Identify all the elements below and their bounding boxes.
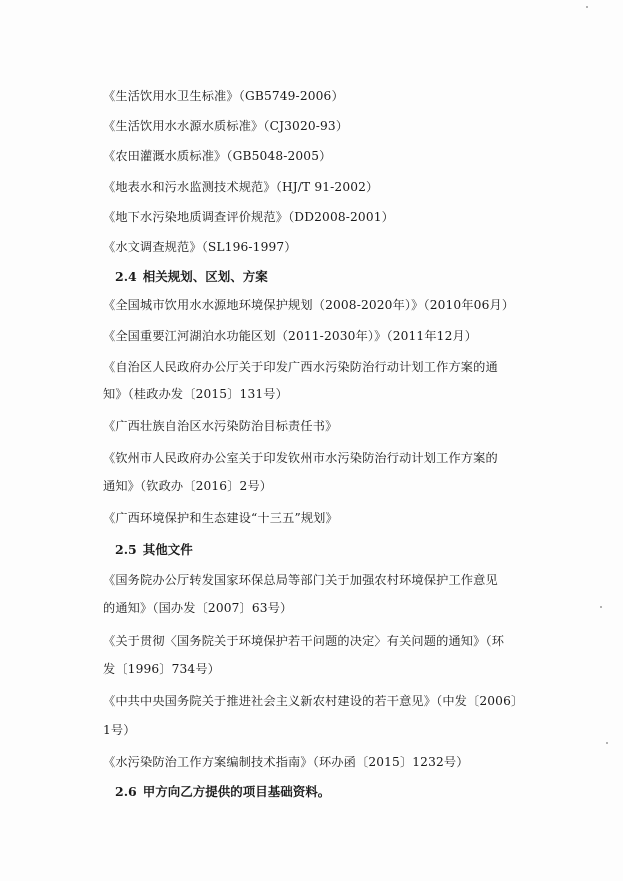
document-item: 《水污染防治工作方案编制技术指南》（环办函〔2015〕1232号） [103, 755, 469, 769]
plan-item: 《广西环境保护和生态建设“十三五”规划》 [103, 511, 338, 525]
section-number: 2.5 [115, 542, 137, 557]
section-title: 相关规划、区划、方案 [142, 269, 268, 284]
document-item-continuation: 1号） [103, 723, 136, 737]
plan-item: 《自治区人民政府办公厅关于印发广西水污染防治行动计划工作方案的通 [103, 360, 498, 374]
section-heading-2-5 [115, 540, 193, 558]
scan-speck [606, 742, 608, 744]
standard-item: 《地下水污染地质调查评价规范》（DD2008-2001） [103, 210, 394, 224]
section-title: 其他文件 [142, 542, 193, 557]
plan-item: 《全国重要江河湖泊水功能区划（2011-2030年）》（2011年12月） [103, 329, 478, 343]
standard-item: 《生活饮用水水源水质标准》（CJ3020-93） [103, 119, 349, 133]
standard-item: 《农田灌溉水质标准》（GB5048-2005） [103, 149, 332, 163]
scan-speck [600, 606, 602, 608]
document-item: 《关于贯彻〈国务院关于环境保护若干问题的决定〉有关问题的通知》（环 [103, 634, 505, 648]
section-number: 2.6 [115, 784, 137, 799]
document-item-continuation: 发〔1996〕734号） [103, 662, 221, 676]
section-title: 甲方向乙方提供的项目基础资料。 [142, 784, 331, 799]
plan-item-continuation: 通知》（钦政办〔2016〕2号） [103, 479, 273, 493]
scan-speck [586, 6, 588, 8]
plan-item: 《钦州市人民政府办公室关于印发钦州市水污染防治行动计划工作方案的 [103, 451, 498, 465]
section-number: 2.4 [115, 269, 137, 284]
document-item: 《中共中央国务院关于推进社会主义新农村建设的若干意见》（中发〔2006〕 [103, 694, 524, 708]
plan-item: 《全国城市饮用水水源地环境保护规划（2008-2020年）》（2010年06月） [103, 298, 515, 312]
plan-item-continuation: 知》（桂政办发〔2015〕131号） [103, 387, 288, 401]
section-heading-2-4 [115, 267, 268, 285]
document-item-continuation: 的通知》（国办发〔2007〕63号） [103, 601, 293, 615]
standard-item: 《生活饮用水卫生标准》（GB5749-2006） [103, 89, 344, 103]
standard-item: 《地表水和污水监测技术规范》（HJ/T 91-2002） [103, 180, 379, 194]
document-item: 《国务院办公厅转发国家环保总局等部门关于加强农村环境保护工作意见 [103, 573, 498, 587]
plan-item: 《广西壮族自治区水污染防治目标责任书》 [103, 419, 338, 433]
section-heading-2-6 [115, 782, 330, 800]
standard-item: 《水文调查规范》（SL196-1997） [103, 240, 297, 254]
